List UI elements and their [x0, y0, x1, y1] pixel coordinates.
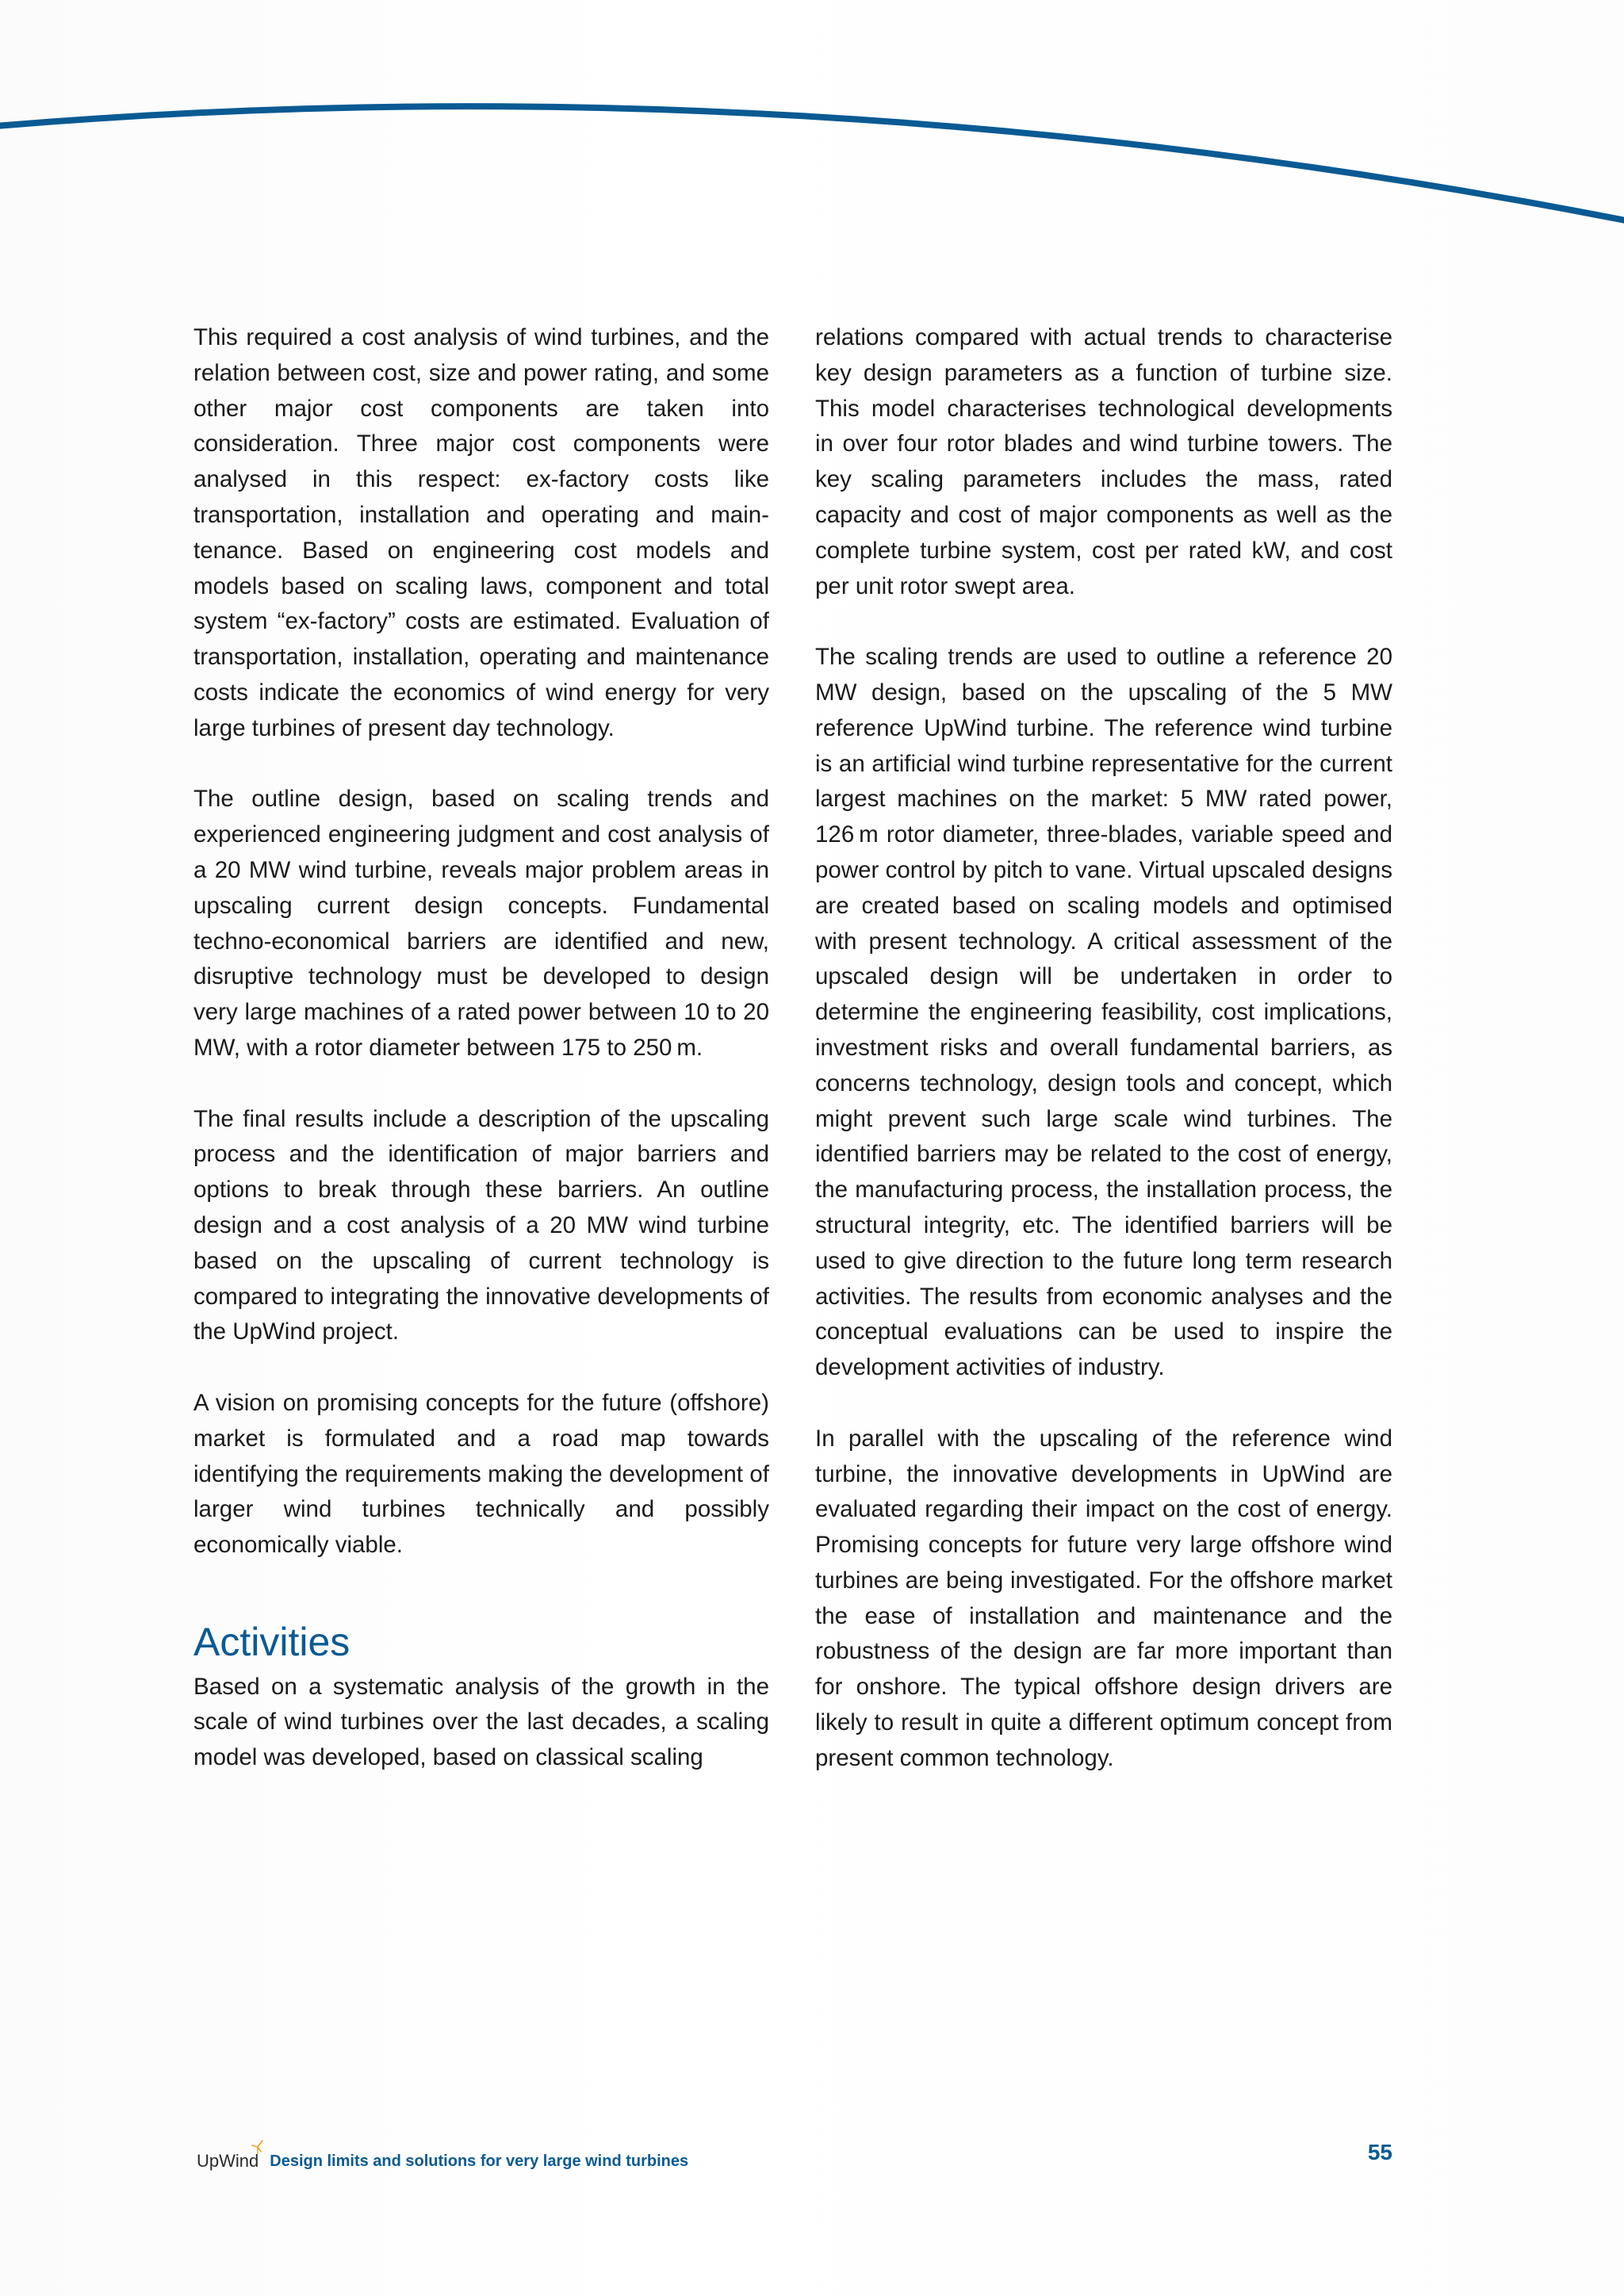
section-heading-activities: Activities: [193, 1619, 350, 1664]
right-column: [815, 320, 1392, 1812]
left-column: [193, 320, 769, 1812]
body-paragraph: The scaling trends are used to outline a reference 20 MW design, based on the upscaling of the 5 MW reference UpWind turbine. The reference wind turbine is an artificial wind turbine representative for the current largest machines on the market: 5 MW rated power, 126 m rotor diameter, three-blades, variable speed and power control by pitch to vane. Virtual upscaled designs are created based on scaling models and optimised with present technology. A critical assessment of the upscaled design will be undertaken in order to determine the engineering feasibility, cost implications, investment risks and overall fundamental barriers, as concerns technology, design tools and concept, which might prevent such large scale wind turbines. The identified barriers may be related to the cost of energy, the manufacturing process, the installation process, the structural integrity, etc. The identified barriers will be used to give direction to the future long term research activities. The results from economic analyses and the conceptual evaluations can be used to inspire the development activities of industry.: [815, 644, 1392, 1381]
body-paragraph: The outline design, based on scaling trends and experienced engineering judgment and cost analysis of a 20 MW wind turbine, reveals major problem areas in upscaling current design concepts. Fundamental techno-economical barriers are identified and new, disruptive technology must be developed to design very large machines of a rated power between 10 to 20 MW, with a rotor diameter between 175 to 250 m.: [193, 786, 769, 1061]
footer-document-title: Design limits and solutions for very large wind turbines: [270, 2152, 689, 2170]
logo-text: UpWind: [197, 2151, 259, 2171]
body-paragraph: The final results include a description of the upscaling process and the identification of major barriers and options to break through these barriers. An outline design and a cost analysis of a 20 MW wind turbine based on the upscaling of current technology is compared to integrating the innovative developments of the UpWind project.: [193, 1105, 769, 1345]
header-arc-decoration: [0, 0, 1624, 238]
body-paragraph: In parallel with the upscaling of the reference wind turbine, the innovative developments in UpWind are evaluated regarding their impact on the cost of energy. Promising concepts for future very large offshore wind turbines are being investigated. For the offshore market the ease of installation and maintenance and the robustness of the design are far more important than for onshore. The typical offshore design drivers are likely to result in quite a different optimum concept from present common technology.: [815, 1425, 1392, 1771]
wind-turbine-icon: [251, 2139, 265, 2155]
body-paragraph: relations compared with actual trends to characterise key design parameters as a function of turbine size. This model characterises technological developments in over four rotor blades and wind turbine towers. The key scaling parameters includes the mass, rated capacity and cost of major components as well as the complete turbine system, cost per rated kW, and cost per unit rotor swept area.: [815, 324, 1392, 599]
upwind-logo: [197, 2150, 259, 2172]
page-footer: [197, 2141, 688, 2172]
page-number: 55: [1367, 2140, 1392, 2164]
body-paragraph: A vision on promising concepts for the future (offshore) market is formulated and a road map towards identifying the requirements making the development of larger wind turbines technically and possibly economically viable.: [193, 1389, 769, 1559]
body-paragraph: This required a cost analysis of wind turbines, and the relation between cost, size and power rating, and some other major cost components are taken into consideration. Three major cost components were analysed in this respect: ex-factory costs like transportation, installation and operating and maintenance. Based on engineering cost models and models based on scaling laws, component and total system “ex-factory” costs are estimated. Evaluation of transportation, installation, operating and maintenance costs indicate the economics of wind energy for very large turbines of present day technology.: [193, 324, 769, 741]
body-paragraph: Based on a systematic analysis of the growth in the scale of wind turbines over the last decades, a scaling model was developed, based on classical scaling: [193, 1673, 769, 1771]
